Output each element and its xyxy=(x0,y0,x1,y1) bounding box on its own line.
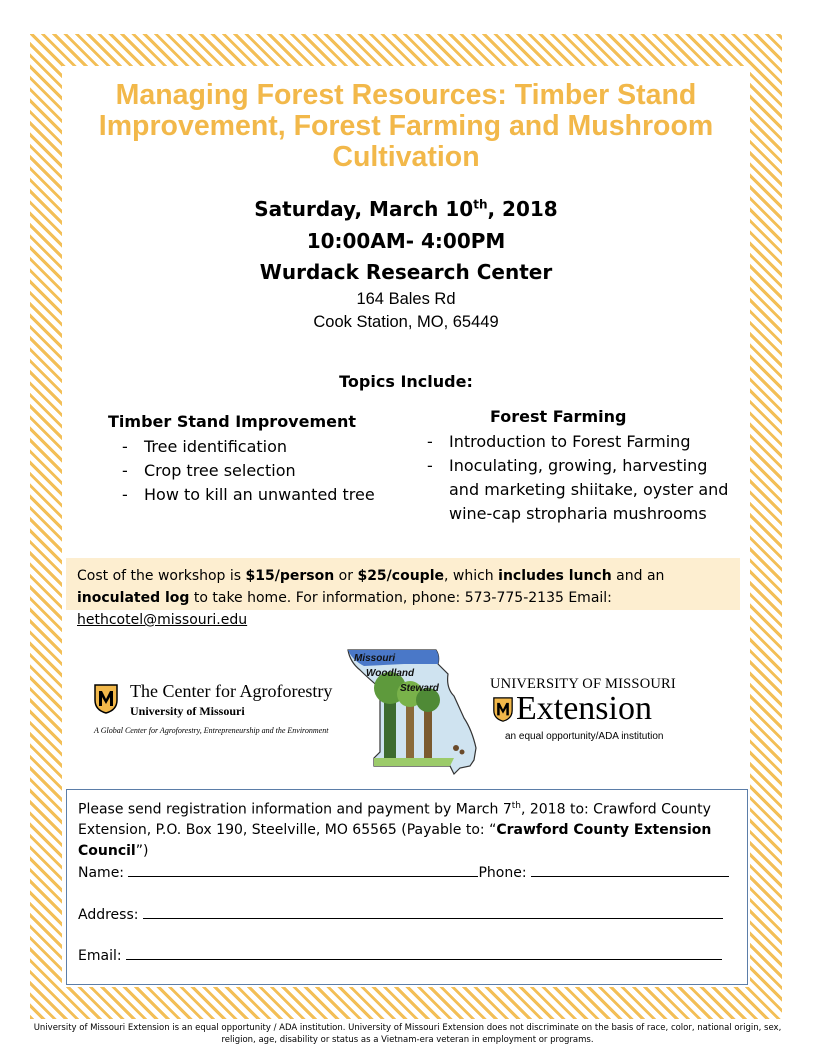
caf-university: University of Missouri xyxy=(130,704,245,718)
event-time: 10:00AM- 4:00PM xyxy=(306,229,506,253)
cost-box: Cost of the workshop is $15/person or $25/couple, which includes lunch and an inoculated log to take home. For information, phone: 573-775-2135 Email: hethcotel@missouri.edu xyxy=(66,558,740,610)
event-date: Saturday, March 10th, 2018 xyxy=(254,197,558,221)
mws-line2: Woodland xyxy=(366,668,415,679)
registration-instructions: Please send registration information and payment by March 7th, 2018 to: Crawford County Extension, P.O. Box 190, Steelville, MO 65565 (Payable to: “Crawford County Extension Council”) xyxy=(78,801,712,859)
address-line-1: 164 Bales Rd xyxy=(356,290,456,308)
ext-equal-opportunity: an equal opportunity/ADA institution xyxy=(505,731,664,742)
nondiscrimination-footer: University of Missouri Extension is an equal opportunity / ADA institution. University of Missouri Extension does not discriminate on the basis of race, color, national origin, sex, religion, age, disability or status as a Vietnam-era veteran in employment or programs. xyxy=(33,1023,782,1045)
mu-extension-logo xyxy=(490,676,690,746)
mizzou-shield-icon xyxy=(492,697,514,722)
list-item: - Introduction to Forest Farming xyxy=(427,430,737,454)
mws-line3: Steward xyxy=(400,683,439,694)
email-field[interactable] xyxy=(126,945,722,960)
ext-wordmark: Extension xyxy=(516,690,652,727)
timber-heading: Timber Stand Improvement xyxy=(108,412,357,431)
registration-form xyxy=(66,789,748,985)
email-link[interactable]: hethcotel@missouri.edu xyxy=(77,612,248,628)
list-item: - Tree identification xyxy=(122,435,375,459)
email-row xyxy=(78,945,722,964)
phone-field[interactable] xyxy=(531,862,729,877)
ext-university: UNIVERSITY OF MISSOURI xyxy=(490,676,676,692)
address-label: Address: xyxy=(78,907,143,923)
address-line-2: Cook Station, MO, 65449 xyxy=(313,313,499,331)
timber-topic-list xyxy=(122,435,375,507)
name-phone-row xyxy=(78,862,729,881)
list-item: - Crop tree selection xyxy=(122,459,375,483)
caf-name: The Center for Agroforestry xyxy=(130,681,333,701)
mizzou-shield-icon xyxy=(94,684,118,714)
event-venue: Wurdack Research Center xyxy=(259,260,553,284)
topics-heading: Topics Include: xyxy=(339,372,473,391)
name-label: Name: xyxy=(78,865,129,881)
center-for-agroforestry-logo xyxy=(94,680,349,740)
farming-topic-list xyxy=(427,430,737,526)
address-field[interactable] xyxy=(143,904,723,919)
farming-heading: Forest Farming xyxy=(490,407,627,426)
address-row xyxy=(78,904,723,923)
phone-label: Phone: xyxy=(478,865,532,881)
list-item: - How to kill an unwanted tree xyxy=(122,483,375,507)
caf-tagline: A Global Center for Agroforestry, Entrepreneurship and the Environment xyxy=(94,726,329,735)
name-field[interactable] xyxy=(128,862,478,877)
flyer-title: Managing Forest Resources: Timber Stand Improvement, Forest Farming and Mushroom Cultivation xyxy=(98,79,714,173)
email-label: Email: xyxy=(78,948,127,964)
missouri-woodland-steward-logo xyxy=(344,648,484,778)
list-item: - Inoculating, growing, harvesting and marketing shiitake, oyster and wine-cap stropharia mushrooms xyxy=(427,454,737,526)
mws-line1: Missouri xyxy=(354,653,396,664)
